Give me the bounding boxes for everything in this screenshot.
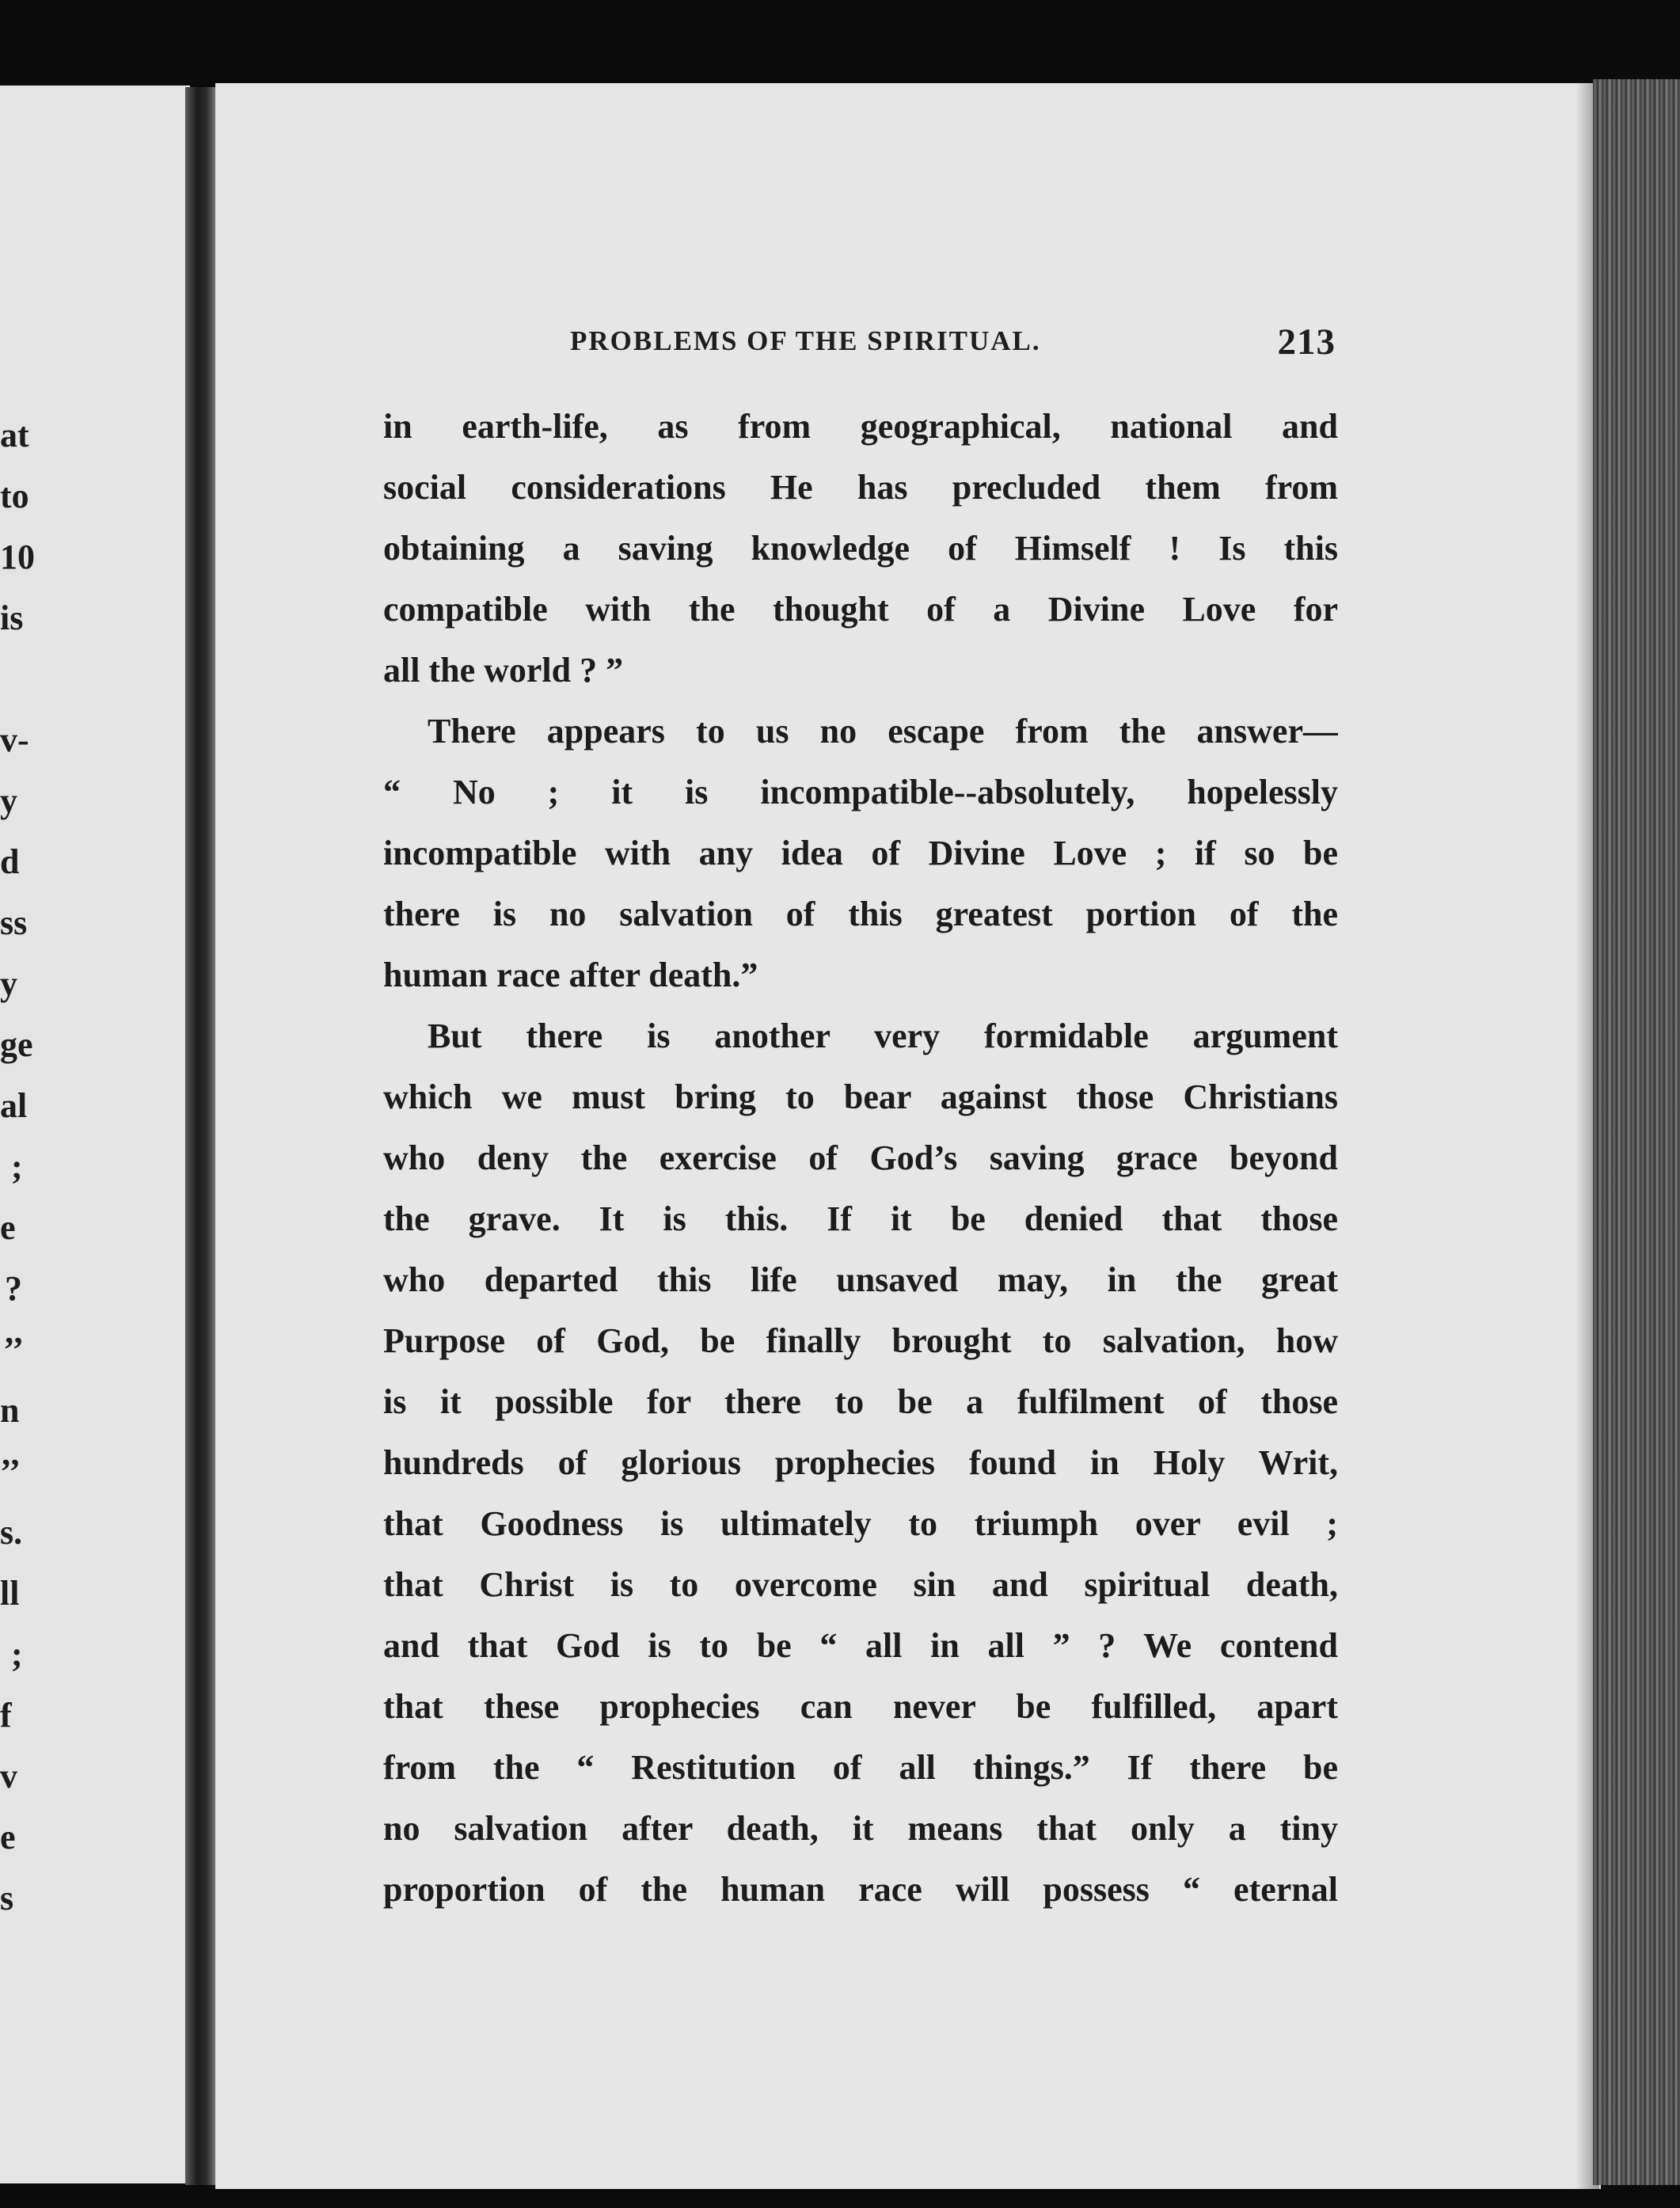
book-gutter: [185, 87, 215, 2185]
left-fragment: y: [0, 781, 17, 820]
left-fragment: s: [0, 1879, 14, 1917]
text-line: compatible with the thought of a Divine Love for: [383, 590, 1338, 629]
text-line: hundreds of glorious prophecies found in Holy Writ,: [383, 1443, 1338, 1482]
page-header: [570, 321, 1362, 368]
left-fragment: f: [0, 1696, 12, 1735]
left-facing-page: [0, 86, 190, 2183]
body-text: [383, 396, 1338, 1920]
text-line: in earth-life, as from geographical, national and: [383, 407, 1338, 446]
left-fragment: 10: [0, 538, 35, 576]
left-fragment: ge: [0, 1025, 33, 1064]
text-line: and that God is to be “ all in all ” ? We contend: [383, 1626, 1338, 1665]
left-fragment: ll: [0, 1574, 20, 1613]
text-line: human race after death.”: [383, 956, 758, 994]
left-fragment: e: [0, 1818, 16, 1856]
text-line: who departed this life unsaved may, in the great: [383, 1260, 1338, 1299]
text-line: is it possible for there to be a fulfilment of those: [383, 1382, 1338, 1421]
left-fragment: ’’: [0, 1452, 21, 1491]
text-line: who deny the exercise of God’s saving grace beyond: [383, 1138, 1338, 1177]
left-fragment: v-: [0, 720, 29, 759]
page-block-edge: [1593, 79, 1680, 2185]
text-line: the grave. It is this. If it be denied that those: [383, 1199, 1338, 1238]
page-number: 213: [1277, 321, 1336, 363]
paragraph-first-line: There appears to us no escape from the answer—: [428, 712, 1338, 751]
left-fragment: ss: [0, 903, 28, 942]
text-line: that Goodness is ultimately to triumph over evil ;: [383, 1504, 1338, 1543]
running-head: PROBLEMS OF THE SPIRITUAL.: [570, 325, 1041, 356]
text-line: which we must bring to bear against those Christians: [383, 1077, 1338, 1116]
text-line: from the “ Restitution of all things.” If there be: [383, 1748, 1338, 1787]
text-line: no salvation after death, it means that only a tiny: [383, 1809, 1338, 1848]
text-line: that these prophecies can never be fulfilled, apart: [383, 1687, 1338, 1726]
left-fragment: v: [0, 1757, 17, 1796]
left-fragment: al: [0, 1086, 28, 1125]
text-line: proportion of the human race will possess “ eternal: [383, 1870, 1338, 1909]
text-line: obtaining a saving knowledge of Himself ! Is this: [383, 529, 1338, 568]
text-line: social considerations He has precluded them from: [383, 468, 1338, 507]
text-line: that Christ is to overcome sin and spiritual death,: [383, 1565, 1338, 1604]
paragraph-first-line: But there is another very formidable argument: [428, 1017, 1338, 1055]
text-line: “ No ; it is incompatible--absolutely, hopelessly: [383, 773, 1338, 811]
left-fragment: ;: [11, 1147, 23, 1186]
left-page-text-fragments: [0, 86, 48, 2183]
left-fragment: y: [0, 964, 17, 1003]
text-line: Purpose of God, be finally brought to salvation, how: [383, 1321, 1338, 1360]
left-fragment: s.: [0, 1513, 23, 1552]
text-line: incompatible with any idea of Divine Love ; if so be: [383, 834, 1338, 872]
left-fragment: d: [0, 842, 20, 881]
left-fragment: n: [0, 1391, 20, 1430]
text-line: all the world ? ”: [383, 651, 624, 690]
text-line: there is no salvation of this greatest portion of the: [383, 895, 1338, 933]
left-fragment: e: [0, 1208, 16, 1247]
left-fragment: ’’: [3, 1330, 25, 1369]
left-fragment: to: [0, 477, 29, 515]
left-fragment: at: [0, 416, 29, 454]
left-fragment: ?: [5, 1269, 22, 1308]
left-fragment: ;: [11, 1635, 23, 1674]
left-fragment: is: [0, 599, 24, 637]
